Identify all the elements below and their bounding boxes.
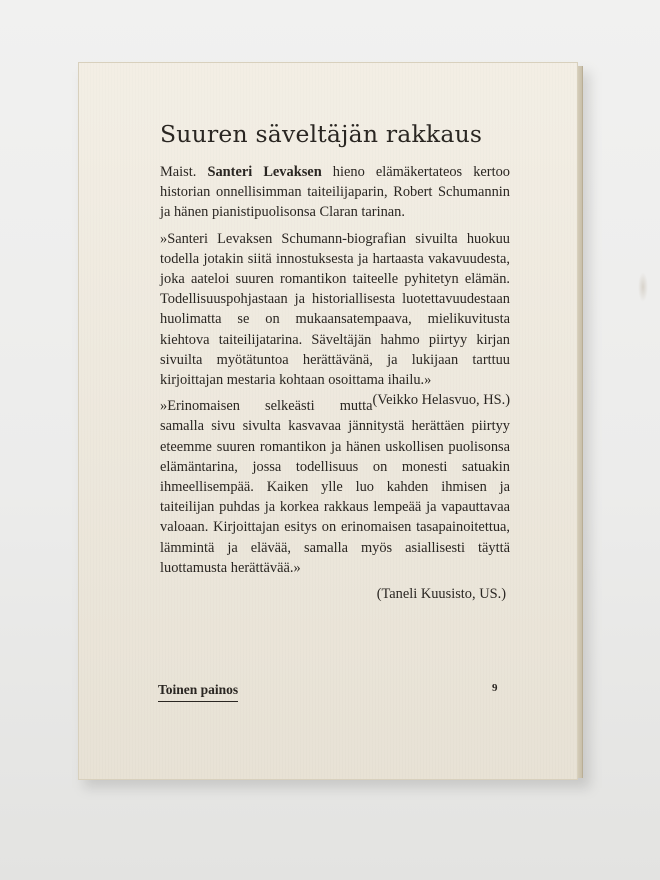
cover-text-block [160,120,510,604]
review-quote-1 [160,229,510,409]
page-number: 9 [492,682,498,694]
review-quote-2-text: »Erinomaisen selkeästi mutta samalla sivu sivulta kasvavaa jännitystä herättäen piirtyy eteemme suuren romantikon ja hänen uskollisen puolisonsa elämäntarina, jossa todellisuus on monesti satuakin ihmeellisempää. Kaiken ylle luo kahden ihmisen ja taiteilijan puhdas ja korkea rakkaus lempeää ja vapauttavaa valoaan. Kirjoittajan esitys on erinomaisen tasapainoitettua, lämmintä ja elävää, samalla myös asiallisesti täyttä luottamusta herättävää.» [160,398,510,576]
intro-rest: hieno elämäkertateos kertoo historian onnellisimman taiteilijaparin, Robert Schumannin ja hänen pianistipuolisonsa Claran tarinan. [160,164,510,221]
intro-author: Santeri Levaksen [207,164,322,180]
intro-paragraph [160,162,510,223]
cover-title: Suuren säveltäjän rakkaus [160,120,483,148]
cover-wear-mark [638,272,648,302]
intro-lead: Maist. [160,164,208,180]
edition-label: Toinen painos [158,682,238,702]
book-back-cover [78,62,578,780]
review-quote-1-attribution: (Veikko Helasvuo, HS.) [372,392,510,409]
review-quote-2 [160,396,510,578]
review-quote-1-text: »Santeri Levaksen Schumann-biografian sivuilta huokuu todella jotakin siitä innostuksesta ja hartaasta vakavuudesta, joka aateloi suuren romantikon taiteelle pyhitetyn elämän. Todellisuuspohjastaan ja historiallisesta luotettavuudestaan huolimatta se on mukaansatempaava, mielikuvitusta kiehtova taiteilijatarina. Säveltäjän hahmo piirtyy kirjan sivuilta myötätuntoa herättävänä, ja lukijaan tarttuu kirjoittajan mestaria kohtaan osoittama ihailu.» [160,230,510,389]
review-quote-2-attribution: (Taneli Kuusisto, US.) [376,586,506,603]
